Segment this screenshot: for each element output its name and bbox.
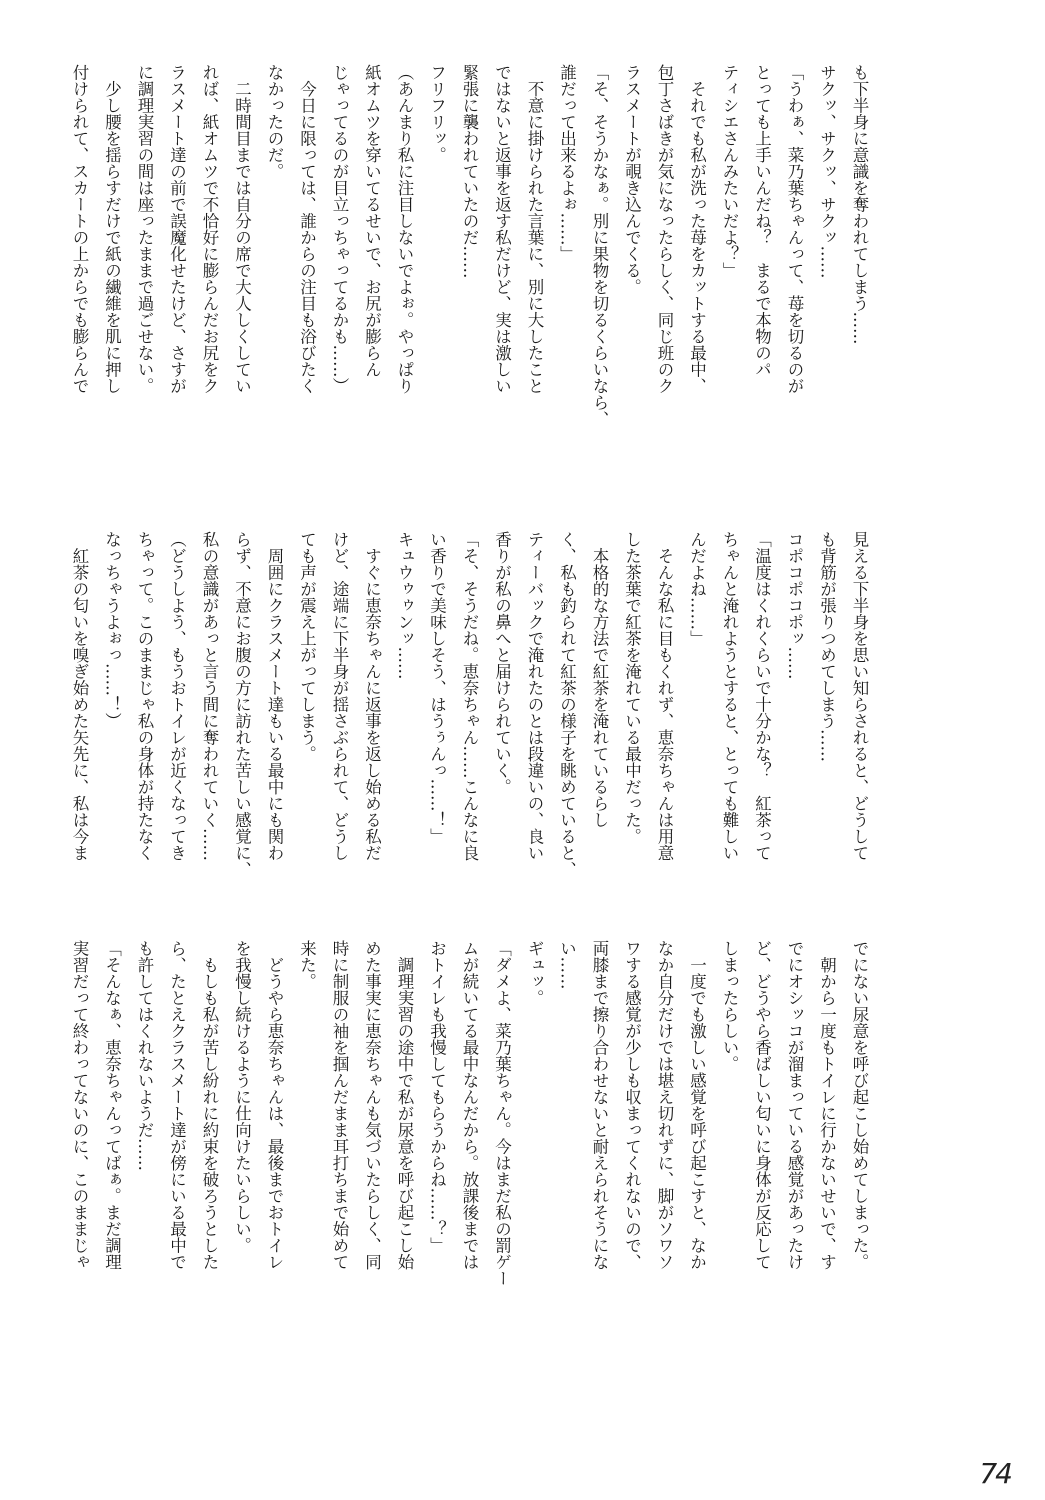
text-line: ワする感覚が少しも収まってくれないので、: [622, 940, 642, 1270]
text-line: それでも私が洗った苺をカットする最中、: [687, 64, 707, 394]
text-line: も下半身に意識を奪われてしまう……: [850, 64, 869, 345]
text-line: 一度でも激しい感覚を呼び起こすと、なか: [687, 940, 707, 1270]
text-line: れば、紙オムツで不恰好に膨らんだお尻をク: [200, 64, 219, 394]
text-section-top: [63, 64, 876, 524]
text-line: 香りが私の鼻へと届けられていく。: [492, 531, 512, 795]
text-line: 二時間目までは自分の席で大人しくしてい: [232, 64, 252, 394]
text-line: ら、たとえクラスメート達が傍にいる最中で: [167, 940, 187, 1270]
text-line: おトイレも我慢してもらうからね……？」: [427, 940, 447, 1254]
text-line: 少し腰を揺らすだけで紙の繊維を肌に押し: [102, 64, 122, 394]
text-line: でにない尿意を呼び起こし始めてしまった。: [850, 940, 869, 1270]
text-line: サクッ、サクッ、サクッ……: [817, 64, 837, 279]
text-line: 私の意識があっと言う間に奪われていく……: [200, 531, 219, 861]
text-line: 両膝まで擦り合わせないと耐えられそうにな: [590, 940, 609, 1270]
text-line: ても声が震え上がってしまう。: [297, 531, 317, 762]
page-number: 74: [979, 1457, 1011, 1490]
text-line: 朝から一度もトイレに行かないせいで、す: [817, 940, 837, 1270]
text-line: 緊張に襲われていたのだ……: [460, 64, 479, 279]
text-line: 時に制服の袖を掴んだまま耳打ちまで始めて: [330, 940, 349, 1270]
text-line: キュウゥゥンッ……: [395, 531, 414, 680]
text-line: 不意に掛けられた言葉に、別に大したこと: [525, 64, 544, 394]
text-line: ちゃって。このままじゃ私の身体が持たなく: [135, 531, 154, 861]
text-line: じゃってるのが目立っちゃってるかも……）: [330, 64, 349, 394]
text-line: ラスメート達の前で誤魔化せたけど、さすが: [167, 64, 187, 394]
text-section-middle: [63, 531, 876, 921]
text-line: 「温度はくれくらいで十分かな？ 紅茶って: [752, 531, 772, 861]
text-line: に調理実習の間は座ったままで過ごせない。: [135, 64, 154, 394]
text-line: コポコポコポッ……: [785, 531, 804, 680]
text-line: した茶葉で紅茶を淹れている最中だった。: [622, 531, 642, 845]
text-line: ギュッ。: [525, 940, 544, 1006]
text-line: ど、どうやら香ばしい匂いに身体が反応して: [752, 940, 772, 1270]
text-line: （あんまり私に注目しないでよぉ。やっぱり: [395, 64, 414, 394]
text-line: なかったのだ。: [265, 64, 284, 180]
text-line: もしも私が苦し紛れに約束を破ろうとした: [200, 940, 219, 1270]
text-line: しまったらしい。: [720, 940, 739, 1072]
text-line: フリフリッ。: [427, 64, 447, 163]
text-line: なっちゃうよぉっ……！）: [102, 531, 122, 729]
text-line: 紅茶の匂いを嗅ぎ始めた矢先に、私は今ま: [70, 531, 89, 861]
text-line: 調理実習の途中で私が尿意を呼び起こし始: [395, 940, 414, 1270]
text-line: も背筋が張りつめてしまう……: [817, 531, 837, 762]
text-line: ちゃんと淹れようとすると、とっても難しい: [720, 531, 739, 861]
text-line: ではないと返事を返す私だけど、実は激しい: [492, 64, 512, 394]
text-line: どうやら恵奈ちゃんは、最後までおトイレ: [265, 940, 284, 1270]
text-line: らず、不意にお腹の方に訪れた苦しい感覚に、: [232, 531, 252, 878]
text-line: んだよね……」: [687, 531, 707, 647]
text-line: 見える下半身を思い知らされると、どうして: [850, 531, 869, 861]
text-line: ムが続いてる最中なんだから。放課後までは: [460, 940, 479, 1270]
text-line: 今日に限っては、誰からの注目も浴びたく: [297, 64, 317, 394]
text-line: とっても上手いんだね？ まるで本物のパ: [752, 64, 772, 378]
text-line: （どうしよう、もうおトイレが近くなってき: [167, 531, 187, 861]
text-section-bottom: [63, 940, 876, 1390]
text-line: ラスメートが覗き込んでくる。: [622, 64, 642, 295]
text-line: ティーバックで淹れたのとは段違いの、良い: [525, 531, 544, 861]
text-line: すぐに恵奈ちゃんに返事を返し始める私だ: [362, 531, 382, 861]
text-line: 実習だって終わってないのに、このままじゃ: [70, 940, 89, 1270]
text-line: 本格的な方法で紅茶を淹れているらし: [590, 531, 609, 828]
text-line: も許してはくれないようだ……: [135, 940, 154, 1171]
text-line: 包丁さばきが気になったらしく、同じ班のク: [655, 64, 674, 394]
text-line: 周囲にクラスメート達もいる最中にも関わ: [265, 531, 284, 861]
text-line: でにオシッコが溜まっている感覚があったけ: [785, 940, 804, 1270]
text-line: 「ダメよ、菜乃葉ちゃん。今はまだ私の罰ゲー: [492, 940, 512, 1287]
text-line: けど、途端に下半身が揺さぶられて、どうし: [330, 531, 349, 861]
text-line: めた事実に恵奈ちゃんも気づいたらしく、同: [362, 940, 382, 1270]
text-line: 「うわぁ、菜乃葉ちゃんって、苺を切るのが: [785, 64, 804, 394]
text-line: 紙オムツを穿いてるせいで、お尻が膨らん: [362, 64, 382, 378]
text-line: い香りで美味しそう、はうぅんっ……！」: [427, 531, 447, 845]
text-line: 付けられて、スカートの上からでも膨らんで: [70, 64, 89, 394]
text-line: 来た。: [297, 940, 317, 990]
text-line: を我慢し続けるように仕向けたいらしい。: [232, 940, 252, 1254]
text-line: そんな私に目もくれず、恵奈ちゃんは用意: [655, 531, 674, 861]
text-line: い……: [557, 940, 577, 990]
text-line: 誰だって出来るよぉ……」: [557, 64, 577, 262]
text-line: 「そんなぁ、恵奈ちゃんってばぁ。まだ調理: [102, 940, 122, 1270]
text-line: なか自分だけでは堪え切れずに、脚がソワソ: [655, 940, 674, 1270]
text-line: 「そ、そうかなぁ。別に果物を切るくらいなら、: [590, 64, 609, 427]
text-line: 「そ、そうだね。恵奈ちゃん……こんなに良: [460, 531, 479, 861]
text-line: く、私も釣られて紅茶の様子を眺めていると、: [557, 531, 577, 878]
text-line: ティシエさんみたいだよ？」: [720, 64, 739, 279]
